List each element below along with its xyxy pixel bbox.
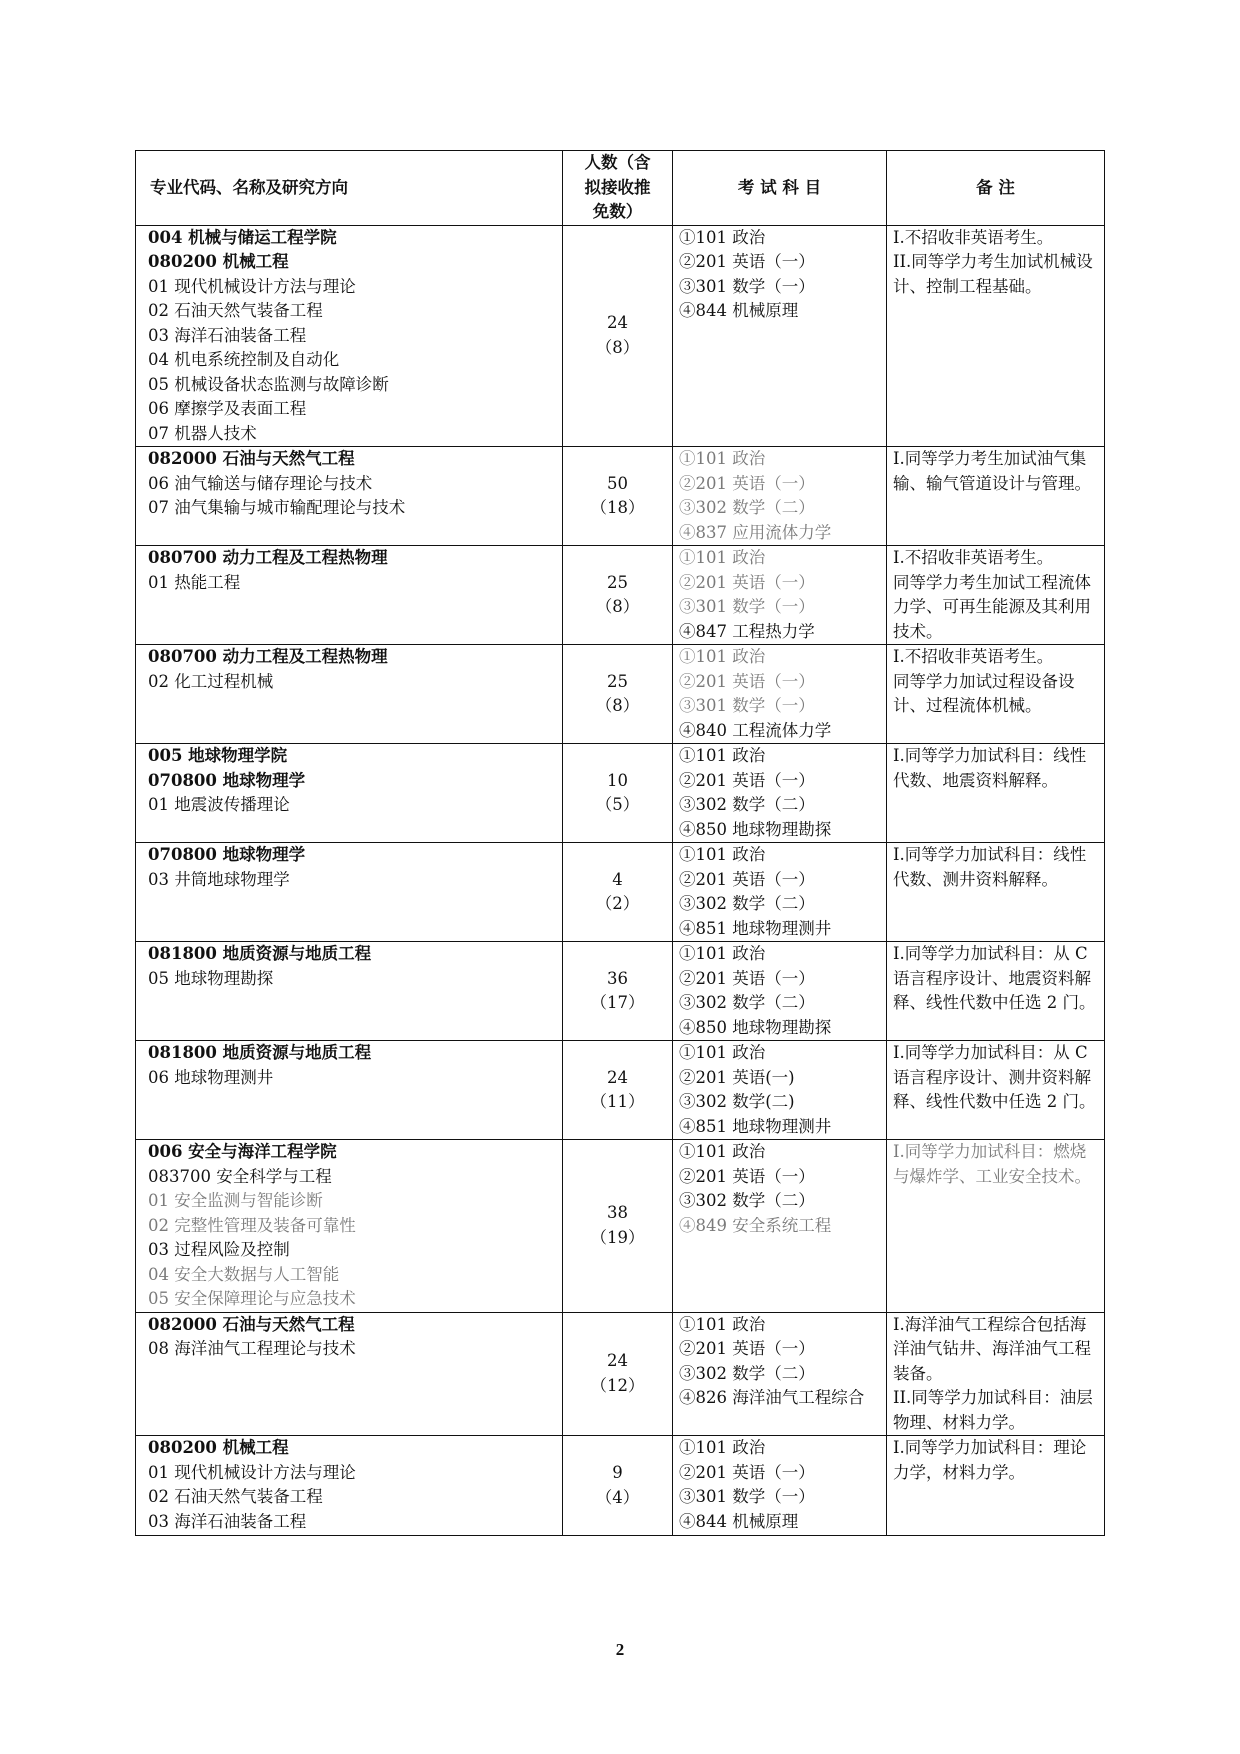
note-line: I.不招收非英语考生。 <box>893 227 1054 247</box>
recommended-value: （2） <box>595 894 640 913</box>
subject-line: ②201 英语(一) <box>679 1067 795 1087</box>
major-line: 03 过程风险及控制 <box>148 1240 290 1259</box>
count-value: 50 <box>607 473 628 493</box>
major-line: 01 安全监测与智能诊断 <box>148 1191 323 1210</box>
subject-line: ②201 英语（一） <box>679 572 815 592</box>
major-cell <box>136 843 563 942</box>
subject-line: ③302 数学（二） <box>679 795 815 814</box>
header-notes: 备 注 <box>887 151 1105 226</box>
major-line: 02 完整性管理及装备可靠性 <box>148 1215 356 1235</box>
count-cell <box>563 1436 673 1536</box>
subject-line: ①101 政治 <box>679 1043 766 1062</box>
notes-cell <box>887 744 1105 843</box>
major-line: 081800 地质资源与地质工程 <box>148 1043 372 1062</box>
major-line: 02 石油天然气装备工程 <box>148 301 323 320</box>
subject-line: ①101 政治 <box>679 845 766 864</box>
subjects-cell <box>673 843 887 942</box>
major-line: 080200 机械工程 <box>148 252 289 271</box>
major-line: 082000 石油与天然气工程 <box>148 1314 355 1334</box>
major-line: 083700 安全科学与工程 <box>148 1166 332 1186</box>
major-line: 02 石油天然气装备工程 <box>148 1487 323 1506</box>
subject-line: ①101 政治 <box>679 1314 766 1334</box>
count-value: 36 <box>607 968 628 988</box>
count-value: 25 <box>607 671 628 691</box>
notes-cell <box>887 1140 1105 1313</box>
major-line: 02 化工过程机械 <box>148 671 274 691</box>
count-cell <box>563 942 673 1041</box>
major-line: 06 摩擦学及表面工程 <box>148 399 307 418</box>
subject-line: ③302 数学（二） <box>679 894 815 913</box>
recommended-value: （18） <box>590 498 645 517</box>
count-value: 38 <box>607 1203 628 1223</box>
count-value: 24 <box>607 313 628 333</box>
major-cell <box>136 225 563 447</box>
subjects-cell <box>673 1312 887 1436</box>
major-line: 082000 石油与天然气工程 <box>148 449 355 468</box>
major-line: 06 油气输送与储存理论与技术 <box>148 473 373 493</box>
subject-line: ①101 政治 <box>679 227 766 247</box>
count-cell <box>563 447 673 546</box>
major-line: 01 地震波传播理论 <box>148 795 290 814</box>
count-cell <box>563 546 673 645</box>
major-cell <box>136 645 563 744</box>
notes-cell <box>887 1312 1105 1436</box>
major-line: 070800 地球物理学 <box>148 845 306 864</box>
major-cell <box>136 744 563 843</box>
major-line: 03 海洋石油装备工程 <box>148 1511 307 1531</box>
subject-line: ④850 地球物理勘探 <box>679 819 832 839</box>
subjects-cell <box>673 744 887 843</box>
subject-line: ③301 数学（一） <box>679 276 815 296</box>
notes-cell <box>887 546 1105 645</box>
major-cell <box>136 1436 563 1536</box>
note-line: I.不招收非英语考生。 <box>893 548 1054 567</box>
header-subjects: 考 试 科 目 <box>673 151 887 226</box>
subject-line: ②201 英语（一） <box>679 473 815 493</box>
subject-line: ①101 政治 <box>679 449 766 468</box>
subject-line: ②201 英语（一） <box>679 869 815 889</box>
subjects-cell <box>673 1436 887 1536</box>
note-line: I.同等学力加试科目：线性代数、地震资料解释。 <box>893 746 1087 790</box>
notes-cell <box>887 1436 1105 1536</box>
subject-line: ④851 地球物理测井 <box>679 1116 832 1136</box>
table-row <box>136 1436 1105 1536</box>
subject-line: ③302 数学（二） <box>679 498 815 517</box>
table-row <box>136 1312 1105 1436</box>
notes-cell <box>887 843 1105 942</box>
recommended-value: （5） <box>595 795 640 814</box>
note-line: I.同等学力加试科目：燃烧与爆炸学、工业安全技术。 <box>893 1142 1091 1186</box>
major-line: 070800 地球物理学 <box>148 770 306 790</box>
major-cell <box>136 546 563 645</box>
count-value: 24 <box>607 1351 628 1371</box>
major-cell <box>136 1312 563 1436</box>
header-major: 专业代码、名称及研究方向 <box>136 151 563 226</box>
table-row <box>136 546 1105 645</box>
table-row <box>136 942 1105 1041</box>
count-value: 4 <box>612 869 623 889</box>
major-line: 07 油气集输与城市输配理论与技术 <box>148 498 406 517</box>
notes-cell <box>887 447 1105 546</box>
recommended-value: （11） <box>590 1092 645 1111</box>
major-line: 03 海洋石油装备工程 <box>148 325 307 345</box>
subject-line: ④826 海洋油气工程综合 <box>679 1388 865 1407</box>
note-line: I.同等学力加试科目：线性代数、测井资料解释。 <box>893 845 1087 889</box>
table-row <box>136 447 1105 546</box>
table-row <box>136 1140 1105 1313</box>
subject-line: ②201 英语（一） <box>679 968 815 988</box>
subjects-cell <box>673 447 887 546</box>
major-line: 03 井筒地球物理学 <box>148 869 290 889</box>
major-cell <box>136 1140 563 1313</box>
recommended-value: （8） <box>595 597 640 616</box>
major-line: 04 安全大数据与人工智能 <box>148 1264 340 1284</box>
note-line: I.海洋油气工程综合包括海洋油气钻井、海洋油气工程装备。 <box>893 1314 1091 1383</box>
subject-line: ①101 政治 <box>679 1142 766 1161</box>
major-cell <box>136 447 563 546</box>
subject-line: ②201 英语（一） <box>679 1166 815 1186</box>
subjects-cell <box>673 1041 887 1140</box>
count-value: 25 <box>607 572 628 592</box>
count-cell <box>563 1312 673 1436</box>
table-body <box>136 225 1105 1536</box>
count-cell <box>563 225 673 447</box>
subject-line: ②201 英语（一） <box>679 770 815 790</box>
major-line: 080700 动力工程及工程热物理 <box>148 548 388 567</box>
subjects-cell <box>673 942 887 1041</box>
major-line: 01 热能工程 <box>148 572 241 592</box>
subject-line: ③301 数学（一） <box>679 1487 815 1506</box>
note-line: II.同等学力加试科目：油层物理、材料力学。 <box>893 1388 1093 1432</box>
major-line: 01 现代机械设计方法与理论 <box>148 1462 356 1482</box>
major-line: 006 安全与海洋工程学院 <box>148 1142 337 1161</box>
table-row <box>136 645 1105 744</box>
note-line: 同等学力考生加试工程流体力学、可再生能源及其利用技术。 <box>893 572 1091 641</box>
header-count: 人数（含拟接收推免数） <box>563 151 673 226</box>
major-line: 08 海洋油气工程理论与技术 <box>148 1339 356 1358</box>
page-number: 2 <box>615 1640 625 1659</box>
major-line: 005 地球物理学院 <box>148 746 288 765</box>
subjects-cell <box>673 225 887 447</box>
major-line: 01 现代机械设计方法与理论 <box>148 276 356 296</box>
table-row <box>136 744 1105 843</box>
major-line: 07 机器人技术 <box>148 423 257 443</box>
subject-line: ③302 数学（二） <box>679 1191 815 1210</box>
notes-cell <box>887 225 1105 447</box>
recommended-value: （17） <box>590 993 645 1012</box>
subject-line: ④844 机械原理 <box>679 1511 799 1531</box>
subject-line: ③301 数学（一） <box>679 597 815 616</box>
subject-line: ③302 数学（二） <box>679 993 815 1012</box>
note-line: I.同等学力加试科目：从 C 语言程序设计、测井资料解释、线性代数中任选 2 门。 <box>893 1043 1096 1111</box>
subject-line: ①101 政治 <box>679 647 766 666</box>
subjects-cell <box>673 1140 887 1313</box>
subject-line: ②201 英语（一） <box>679 1462 815 1482</box>
recommended-value: （4） <box>595 1487 640 1507</box>
major-line: 080200 机械工程 <box>148 1438 289 1457</box>
note-line: I.同等学力加试科目：理论力学，材料力学。 <box>893 1438 1087 1482</box>
subject-line: ①101 政治 <box>679 548 766 567</box>
count-value: 9 <box>612 1463 623 1482</box>
subjects-cell <box>673 645 887 744</box>
subject-line: ④840 工程流体力学 <box>679 720 832 740</box>
major-line: 080700 动力工程及工程热物理 <box>148 647 388 666</box>
count-value: 10 <box>607 770 628 790</box>
note-line: I.同等学力考生加试油气集输、输气管道设计与管理。 <box>893 449 1091 493</box>
recommended-value: （19） <box>590 1227 645 1247</box>
subject-line: ④850 地球物理勘探 <box>679 1017 832 1037</box>
subject-line: ②201 英语（一） <box>679 1339 815 1358</box>
major-line: 05 地球物理勘探 <box>148 968 274 988</box>
count-cell <box>563 645 673 744</box>
count-cell <box>563 1041 673 1140</box>
admissions-table <box>135 150 1105 1536</box>
count-cell <box>563 744 673 843</box>
notes-cell <box>887 1041 1105 1140</box>
subject-line: ③302 数学（二） <box>679 1363 815 1383</box>
major-line: 004 机械与储运工程学院 <box>148 227 337 247</box>
subject-line: ②201 英语（一） <box>679 671 815 691</box>
header-row <box>136 151 1105 226</box>
subject-line: ①101 政治 <box>679 944 766 963</box>
note-line: I.不招收非英语考生。 <box>893 647 1054 666</box>
major-cell <box>136 1041 563 1140</box>
major-line: 081800 地质资源与地质工程 <box>148 944 372 963</box>
subjects-cell <box>673 546 887 645</box>
count-cell <box>563 1140 673 1313</box>
table-row <box>136 843 1105 942</box>
subject-line: ④851 地球物理测井 <box>679 918 832 938</box>
major-line: 06 地球物理测井 <box>148 1067 274 1087</box>
subject-line: ③302 数学(二) <box>679 1092 795 1111</box>
recommended-value: （8） <box>595 337 640 357</box>
subject-line: ④847 工程热力学 <box>679 621 815 641</box>
major-cell <box>136 942 563 1041</box>
count-cell <box>563 843 673 942</box>
count-value: 24 <box>607 1067 628 1087</box>
subject-line: ③301 数学（一） <box>679 696 815 715</box>
subject-line: ②201 英语（一） <box>679 252 815 271</box>
subject-line: ④844 机械原理 <box>679 301 799 320</box>
note-line: 同等学力加试过程设备设计、过程流体机械。 <box>893 671 1075 715</box>
subject-line: ①101 政治 <box>679 1438 766 1457</box>
notes-cell <box>887 942 1105 1041</box>
note-line: II.同等学力考生加试机械设计、控制工程基础。 <box>893 252 1093 296</box>
table-row <box>136 225 1105 447</box>
table-row <box>136 1041 1105 1140</box>
recommended-value: （8） <box>595 696 640 715</box>
recommended-value: （12） <box>590 1375 645 1395</box>
major-line: 05 安全保障理论与应急技术 <box>148 1289 356 1308</box>
major-line: 04 机电系统控制及自动化 <box>148 350 340 369</box>
note-line: I.同等学力加试科目：从 C 语言程序设计、地震资料解释、线性代数中任选 2 门。 <box>893 944 1096 1012</box>
subject-line: ①101 政治 <box>679 746 766 765</box>
major-line: 05 机械设备状态监测与故障诊断 <box>148 374 389 394</box>
subject-line: ④837 应用流体力学 <box>679 522 832 542</box>
notes-cell <box>887 645 1105 744</box>
subject-line: ④849 安全系统工程 <box>679 1215 832 1235</box>
